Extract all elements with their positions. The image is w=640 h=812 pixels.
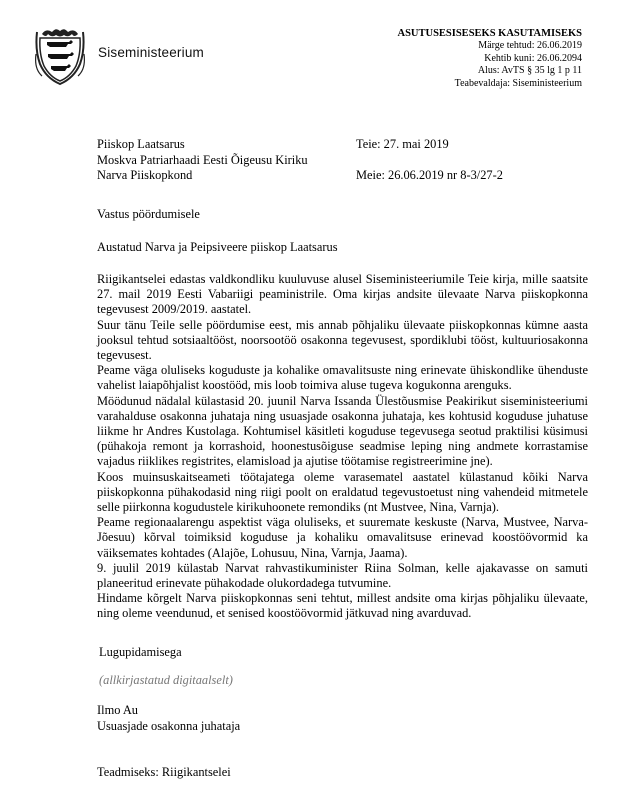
signer-title: Usuasjade osakonna juhataja: [97, 718, 241, 733]
letter-body: [97, 272, 588, 622]
recipient-organization: Moskva Patriarhaadi Eesti Õigeusu Kiriku: [97, 152, 308, 167]
organization-name: Siseministeerium: [98, 45, 204, 60]
restriction-title: ASUTUSESISESEKS KASUTAMISEKS: [397, 28, 582, 39]
body-paragraph: Peame regionaalarengu aspektist väga oluliseks, et suuremate keskuste (Narva, Mustvee, Narva-Jõesuu) kõrval toimiksid koguduse ja kohaliku omavalitsuse erinevad koostöövormid ka väiksemates kohtades (Alajõe, Lohusuu, Nina, Varnja, Jaama).: [97, 515, 588, 560]
body-paragraph: Koos muinsuskaitseameti töötajatega oleme varasematel aastatel külastanud kõiki Narva piiskopkonna pühakodasid ning riigi poolt on eraldatud tegevustoetust ning vahendeid mitmetele selle piirkonna kogudustele kirikuhoonete remondiks (nt Mustvee, Nina, Varnja).: [97, 469, 588, 515]
restriction-line: Kehtib kuni: 26.06.2094: [484, 52, 582, 64]
signer-name: Ilmo Au: [97, 703, 138, 717]
body-paragraph: 9. juulil 2019 külastab Narvat rahvastikuminister Riina Solman, kelle ajakavasse on samuti planeeritud erinevate pühakodade olukordadega tutvumine.: [97, 560, 588, 591]
recipient-address: [97, 137, 308, 184]
copy-recipients: Teadmiseks: Riigikantselei: [97, 765, 231, 779]
recipient-unit: Narva Piiskopkond: [97, 168, 193, 182]
body-paragraph: Suur tänu Teile selle pöördumise eest, mis annab põhjaliku ülevaate piiskopkonnas kümne aasta jooksul tehtud sotsiaaltööst, noorsootöö osakonna tegevusest, spordiklubi tööst, kultuuriosakonna tegevusest.: [97, 317, 588, 363]
body-paragraph: Peame väga oluliseks koguduste ja kohalike omavalitsuste ning erinevate ühiskondlike ühenduste vahelist laiapõhjalist koostööd, mis loob toimiva aluse tugeva kogukonna arenguks.: [97, 363, 588, 393]
restriction-line: Teabevaldaja: Siseministeerium: [454, 77, 582, 89]
access-restriction-block: [397, 28, 582, 90]
closing-phrase: Lugupidamisega: [99, 645, 182, 659]
body-paragraph: Hindame kõrgelt Narva piiskopkonnas seni tehtut, millest andsite oma kirjas põhjaliku ülevaate, ning oleme veendunud, et senised koostöövormid jätkuvad ning avarduvad.: [97, 591, 588, 621]
signer-block: [97, 703, 240, 734]
digital-signature-note: (allkirjastatud digitaalselt): [99, 673, 233, 687]
reference-numbers: [356, 137, 503, 184]
letter-subject: Vastus pöördumisele: [97, 207, 200, 221]
body-paragraph: Riigikantselei edastas valdkondliku kuuluvuse alusel Siseministeeriumile Teie kirja, mille saatsite 27. mail 2019 Eesti Vabariigi peaministrile. Oma kirjas andsite ülevaate Narva piiskopkonna tegevusest 2009/2019. aastatel.: [97, 272, 588, 317]
recipient-name: Piiskop Laatsarus: [97, 137, 185, 151]
salutation: Austatud Narva ja Peipsiveere piiskop Laatsarus: [97, 240, 338, 254]
reference-ours: Meie: 26.06.2019 nr 8-3/27-2: [356, 168, 503, 182]
coat-of-arms-icon: [34, 24, 86, 86]
restriction-line: Alus: AvTS § 35 lg 1 p 11: [477, 65, 582, 77]
reference-yours: Teie: 27. mai 2019: [356, 137, 449, 151]
restriction-line: Märge tehtud: 26.06.2019: [478, 40, 582, 52]
body-paragraph: Möödunud nädalal külastasid 20. juunil Narva Issanda Ülestõusmise Peakirikut siseministeeriumi varahalduse osakonna juhataja ning usuasjade osakonna juhataja, kes kohtusid koguduse juhatuse liikme hr Andres Kustolaga. Kohtumisel käsitleti koguduse tegevusega seotud praktilisi küsimusi (pühakoja remont ja korrashoid, hoonestusõiguse seadmise leping ning andmete korrastamise vajadus riiklikes registrites, elamisload ja ajutise töötamise registreerimine jne).: [97, 393, 588, 469]
